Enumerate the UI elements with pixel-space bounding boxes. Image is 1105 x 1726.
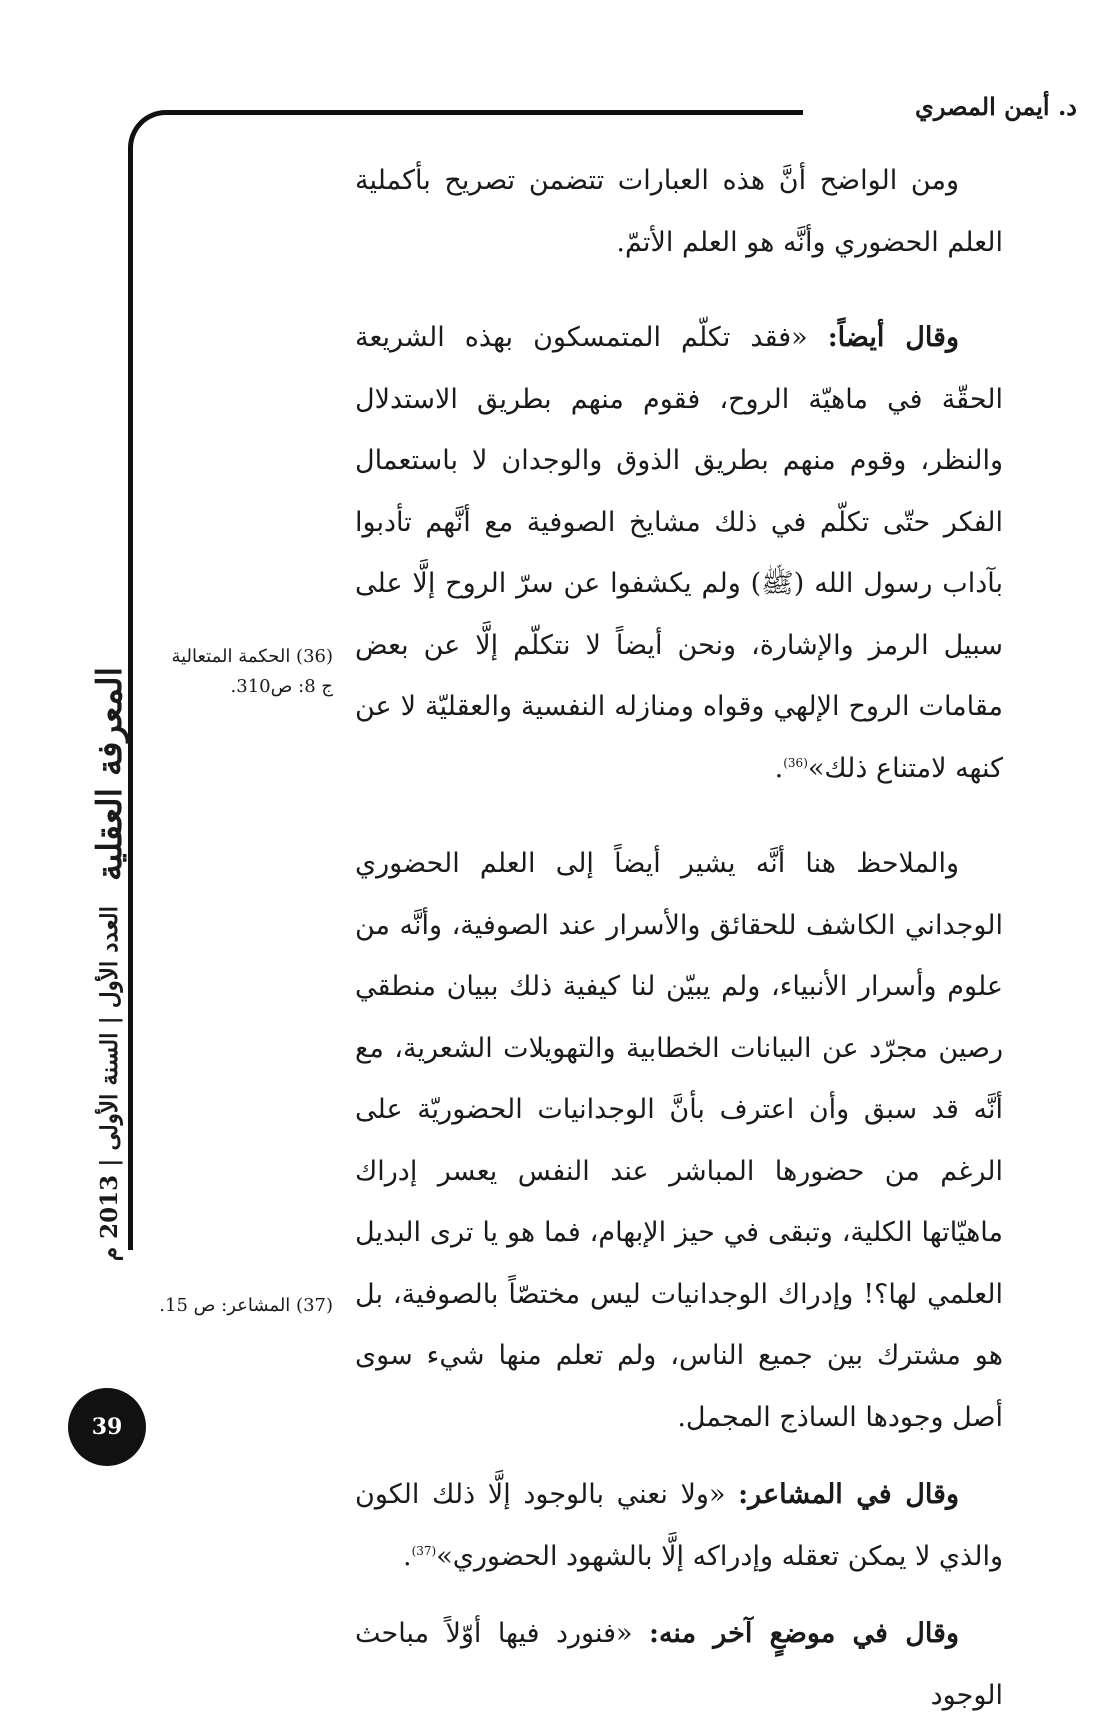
- footnote-ref-37[interactable]: (37): [411, 1543, 437, 1558]
- paragraph-3: والملاحظ هنا أنَّه يشير أيضاً إلى العلم الحضوري الوجداني الكاشف للحقائق والأسرار عند الصوفية، وأنَّه من علوم وأسرار الأنبياء، ولم يبيّن لنا كيفية ذلك ببيان منطقي رصين مجرّد عن البيانات الخطابية والتهويلات الشعرية، مع أنَّه قد سبق وأن اعترف بأنَّ الوجدانيات الحضوريّة على الرغم من حضورها المباشر عند النفس يعسر إدراك ماهيّاتها الكلية، وتبقى في حيز الإبهام، فما هو يا ترى البديل العلمي لها؟! وإدراك الوجدانيات ليس مختصّاً بالصوفية، بل هو مشترك بين جميع الناس، ولم تعلم منها شيء سوى أصل وجودها الساذج المجمل.: [355, 848, 1003, 1433]
- quote-end-punct: .: [402, 1540, 412, 1572]
- issue-info-text: العدد الأول | السنة الأولى | 2013 م: [96, 905, 124, 1261]
- main-text-column: [355, 150, 1003, 1726]
- paragraph-1: ومن الواضح أنَّ هذه العبارات تتضمن تصريح بأكملية العلم الحضوري وأنَّه هو العلم الأتمّ.: [355, 165, 1003, 258]
- quote-text: «ولا نعني بالوجود إلَّا ذلك الكون والذي لا يمكن تعقله وإدراكه إلَّا بالشهود الحضوري»: [355, 1479, 1003, 1572]
- quote-lead-in: وقال في المشاعر:: [738, 1479, 960, 1510]
- quote-text: «فنورد فيها أوّلاً مباحث الوجود: [355, 1618, 1003, 1711]
- running-header-author: د. أيمن المصري: [915, 92, 1077, 121]
- quote-lead-in: وقال في موضعٍ آخر منه:: [648, 1618, 959, 1649]
- quote-end-punct: .: [774, 752, 784, 784]
- journal-logo: [74, 644, 146, 904]
- journal-logo-text: المعرفة العقلية: [90, 666, 130, 882]
- paragraph-5-quote: [355, 1603, 1003, 1726]
- quote-lead-in: وقال أيضاً:: [827, 322, 959, 353]
- issue-info: [90, 905, 130, 1261]
- footnote-36: [113, 642, 333, 702]
- quote-text: «فقد تكلّم المتمسكون بهذه الشريعة الحقّة في ماهيّة الروح، فقوم منهم بطريق الاستدلال والنظر، وقوم منهم بطريق الذوق والوجدان لا باستعمال الفكر حتّى تكلّم في ذلك مشايخ الصوفية مع أنَّهم تأدبوا بآداب رسول الله (ﷺ) ولم يكشفوا عن سرّ الروح إلَّا على سبيل الرمز والإشارة، ونحن أيضاً لا نتكلّم إلَّا عن بعض مقامات الروح الإلهي وقواه ومنازله النفسية والعقليّة لا عن كنهه لامتناع ذلك»: [355, 322, 1003, 784]
- paragraph-4-quote: [355, 1464, 1003, 1587]
- page-number-badge: 39: [68, 1388, 146, 1466]
- footnote-37: (37) المشاعر: ص 15.: [159, 1295, 333, 1316]
- footnote-36-page: ج 8: ص310.: [230, 676, 333, 697]
- footnote-ref-36[interactable]: (36): [783, 755, 808, 770]
- paragraph-2-quote: [355, 307, 1003, 799]
- footnote-36-source: (36) الحكمة المتعالية: [171, 646, 333, 667]
